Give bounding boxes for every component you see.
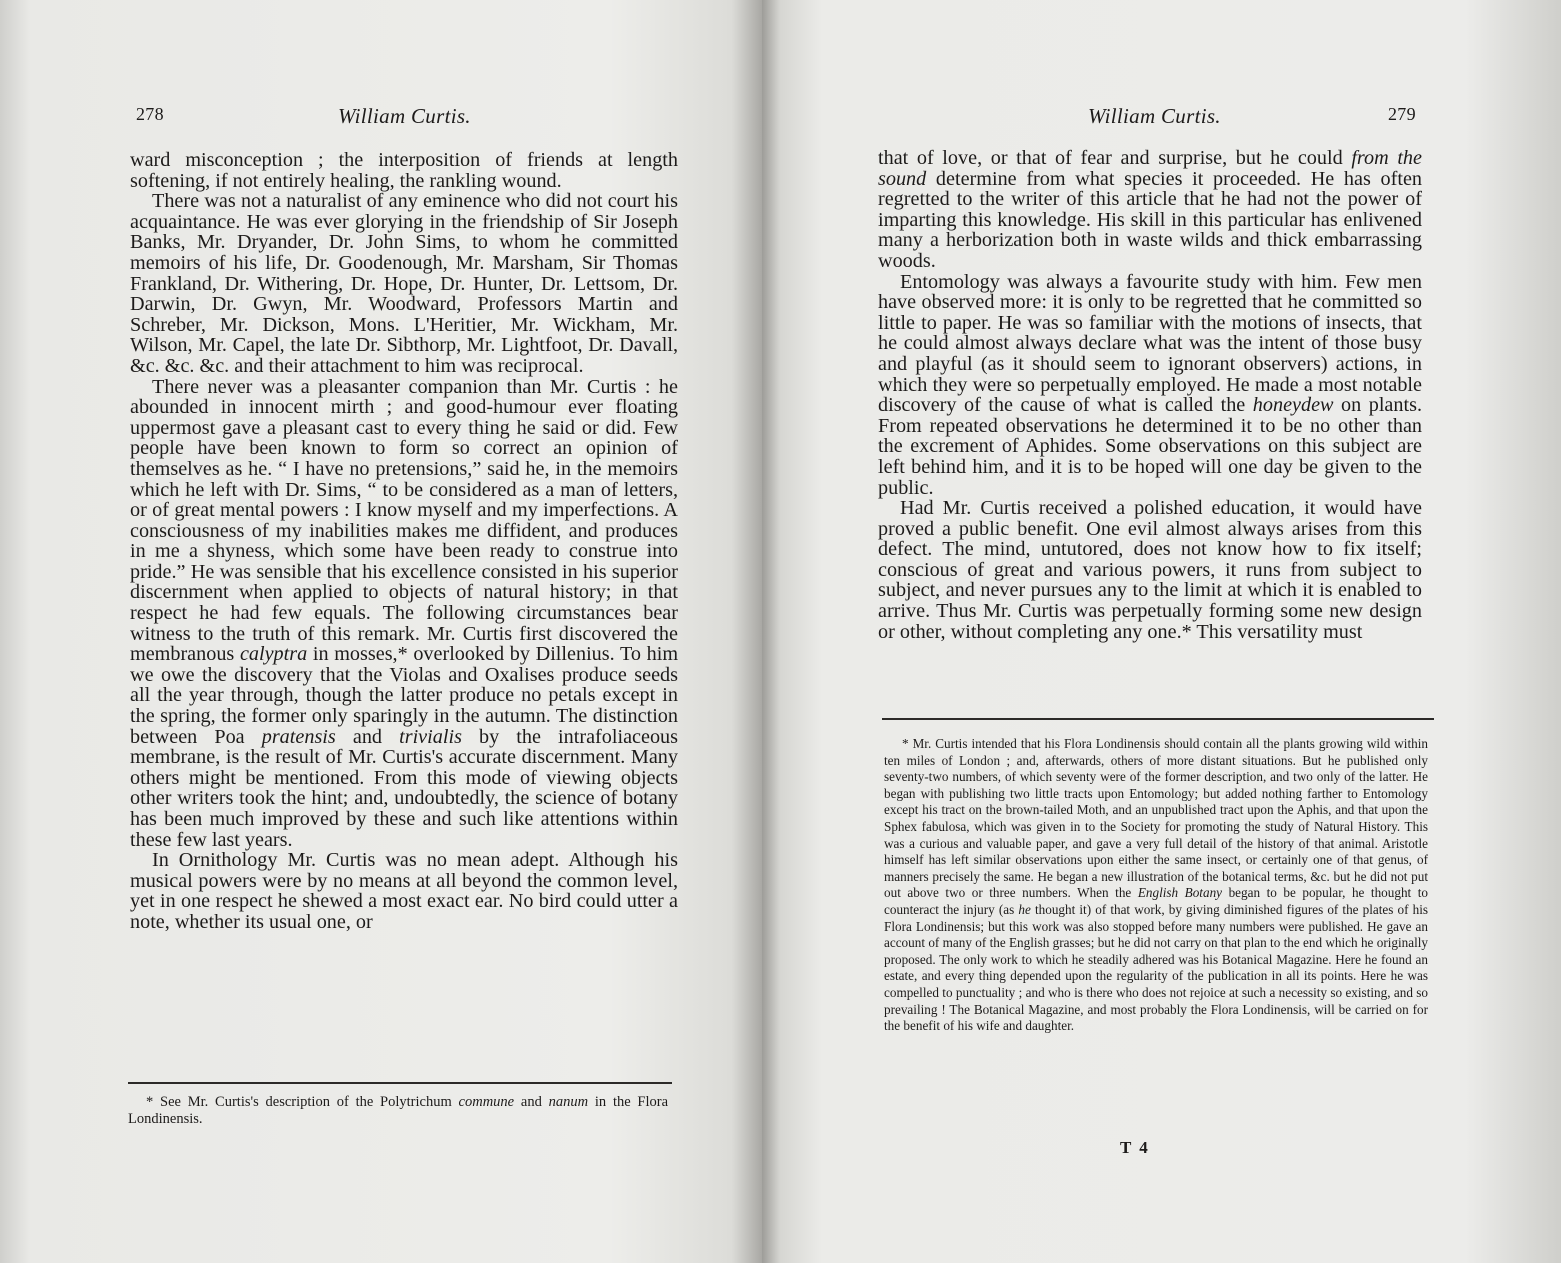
signature-mark: T 4	[1120, 1138, 1150, 1157]
right-page	[762, 0, 1561, 1263]
left-footnote: * See Mr. Curtis's description of the Polytrichum commune and nanum in the Flora Londinensis.	[128, 1094, 669, 1127]
right-page-body	[878, 148, 1422, 642]
paragraph: There was not a naturalist of any eminence who did not court his acquaintance. He was ever glorying in the friendship of Sir Joseph Banks, Mr. Dryander, Dr. John Sims, to whom he committed memoirs of his life, Dr. Goodenough, Mr. Marsham, Sir Thomas Frankland, Dr. Withering, Dr. Hope, Dr. Hunter, Dr. Lettsom, Dr. Darwin, Dr. Gwyn, Mr. Woodward, Professors Martin and Schreber, Mr. Dickson, Mons. L'Heritier, Mr. Wickham, Mr. Wilson, Mr. Capel, the late Dr. Sibthorp, Mr. Lightfoot, Dr. Davall, &c. &c. &c. and their attachment to him was reciprocal.	[130, 190, 678, 377]
italic-term: calyptra	[239, 643, 308, 666]
paragraph: that of love, or that of fear and surprise, but he could from the sound determine from what species it proceeded. He has often regretted to the writer of this article that he had not the power of imparting this knowledge. His skill in this particular has enlivened many a herborization both in waste wilds and thick embarrassing woods.	[878, 147, 1422, 272]
paragraph: There never was a pleasanter companion than Mr. Curtis : he abounded in innocent mirth ; and good-humour ever floating uppermost gave a pleasant cast to every thing he said or did. Few people have been known to form so correct an opinion of themselves as he. “ I have no pretensions,” said he, in the memoirs which he left with Dr. Sims, “ to be considered as a man of letters, or of great mental powers : I know myself and my imperfections. A consciousness of my inabilities makes me diffident, and produces in me a shyness, which some have been ready to construe into pride.” He was sensible that his excellence consisted in his superior discernment when applied to objects of natural history; in that respect he had few equals. The following circumstances bear witness to the truth of this remark. Mr. Curtis first discovered the membranous calyptra in mosses,* overlooked by Dillenius. To him we owe the discovery that the Violas and Oxalises produce seeds all the year through, though the latter produce no petals except in the spring, the former only sparingly in the autumn. The distinction between Poa pratensis and trivialis by the intrafoliaceous membrane, is the result of Mr. Curtis's accurate discernment. Many others might be mentioned. From this mode of viewing objects other writers took the hint; and, undoubtedly, the science of botany has been much improved by these and such like attentions within these few last years.	[130, 375, 679, 851]
left-page-body	[130, 150, 678, 933]
paragraph: Had Mr. Curtis received a polished education, it would have proved a public benefit. One evil almost always arises from this defect. The mind, untutored, does not know how to fix itself; conscious of great and various powers, it runs from subject to subject, and never pursues any to the limit at which it is enabled to arrive. Thus Mr. Curtis was perpetually forming some new design or other, without completing any one.* This versatility must	[878, 497, 1422, 643]
paragraph: In Ornithology Mr. Curtis was no mean adept. Although his musical powers were by no means at all beyond the common level, yet in one respect he shewed a most exact ear. No bird could utter a note, whether its usual one, or	[130, 849, 678, 933]
italic-term: trivialis	[399, 725, 462, 748]
running-head: William Curtis.	[1088, 104, 1221, 128]
footnote-rule	[128, 1082, 672, 1084]
left-page	[0, 0, 762, 1263]
paragraph: ward misconception ; the interposition of friends at length softening, if not entirely healing, the rankling wound.	[130, 149, 678, 192]
page-number: 279	[1388, 104, 1416, 124]
paragraph: Entomology was always a favourite study with him. Few men have observed more: it is only to be regretted that he committed so little to paper. He was so familiar with the motions of insects, that he could almost always declare what was the intent of those busy and playful (as it should seem to ignorant observers) actions, in which they were so perpetually employed. He made a most notable discovery of the cause of what is called the honeydew on plants. From repeated observations he determined it to be no other than the excrement of Aphides. Some observations on this subject are left behind him, and it is to be hoped will one day be given to the public.	[878, 270, 1422, 499]
footnote-rule	[882, 718, 1434, 720]
right-footnote: * Mr. Curtis intended that his Flora Londinensis should contain all the plants growing wild within ten miles of London ; and, afterwards, others of more distant situations. But he published only seventy-two numbers, of which seventy were of the former description, and two only of the latter. He began with publishing two little tracts upon Entomology; but added nothing farther to Entomology except his tract on the brown-tailed Moth, and an unpublished tract upon the Aphis, and that upon the Sphex fabulosa, which was given in to the Society for promoting the study of Natural History. This was a curious and valuable paper, and gave a very full detail of the history of that animal. Aristotle himself has left similar observations upon either the same insect, or certainly one of that genus, of manners precisely the same. He began a new illustration of the botanical terms, &c. but he did not put out above two or three numbers. When the English Botany began to be popular, he thought to counteract the injury (as he thought it) of that work, by giving diminished figures of the plates of his Flora Londinensis; but this work was also stopped before many numbers were published. He gave an account of many of the English grasses; but he did not carry on that plan to the end which he originally proposed. The only work to which he steadily adhered was his Botanical Magazine. Here he found an estate, and every thing depended upon the regularity of the publication in all its points. Here he was compelled to punctuality ; and who is there who does not rejoice at such a necessity so existing, and so prevailing ! The Botanical Magazine, and most probably the Flora Londinensis, will be carried on for the benefit of his wife and daughter.	[884, 736, 1429, 1034]
italic-term: pratensis	[261, 725, 336, 748]
running-head: William Curtis.	[338, 104, 471, 128]
page-number: 278	[136, 104, 164, 124]
